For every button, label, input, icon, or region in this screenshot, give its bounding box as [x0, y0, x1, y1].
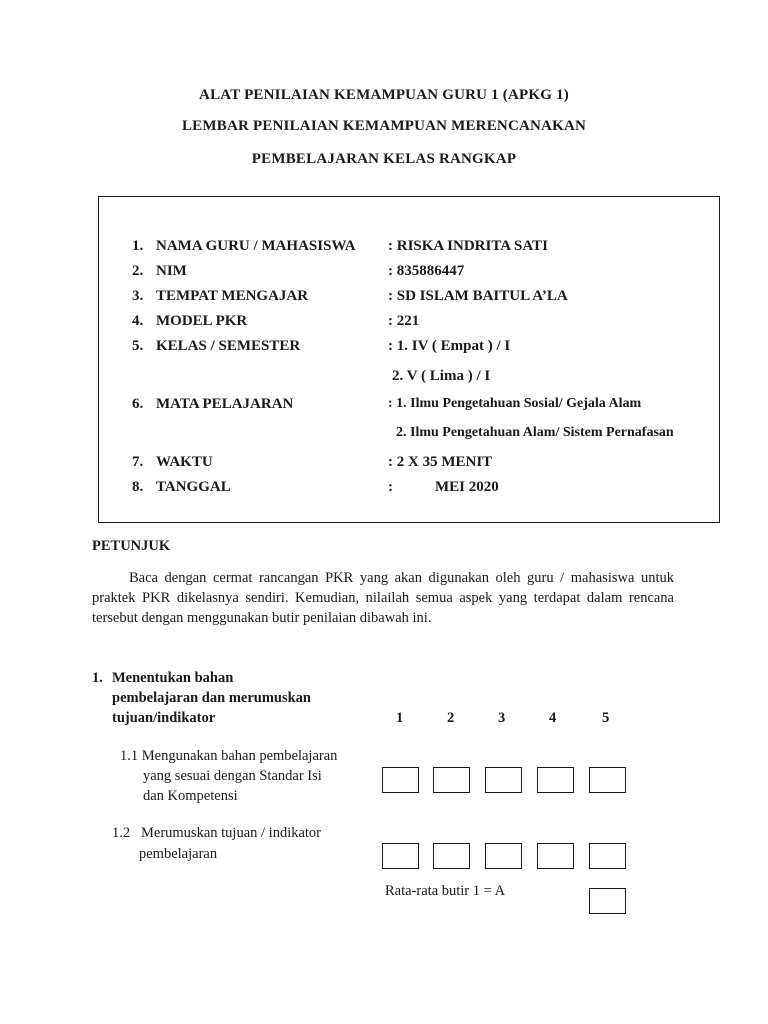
- item-text: 1.2 Merumuskan tujuan / indikator: [112, 825, 322, 841]
- score-box-1-2-5[interactable]: [589, 843, 626, 869]
- section-title-line: pembelajaran dan merumuskan: [112, 690, 311, 706]
- score-box-1-1-3[interactable]: [485, 767, 522, 793]
- info-num: 6.: [132, 396, 144, 412]
- info-value: : 221: [388, 313, 420, 329]
- item-text: pembelajaran: [139, 846, 218, 862]
- score-box-1-1-1[interactable]: [382, 767, 419, 793]
- info-value: MEI 2020: [435, 479, 499, 495]
- item-text: 1.1 Mengunakan bahan pembelajaran: [120, 748, 338, 764]
- info-value: : 1. Ilmu Pengetahuan Sosial/ Gejala Alam: [388, 396, 642, 411]
- score-box-1-2-3[interactable]: [485, 843, 522, 869]
- score-box-1-2-1[interactable]: [382, 843, 419, 869]
- info-num: 7.: [132, 454, 144, 470]
- item-text: dan Kompetensi: [143, 788, 238, 804]
- info-value: : RISKA INDRITA SATI: [388, 238, 548, 254]
- info-colon: :: [388, 479, 393, 495]
- scale-label: 5: [602, 710, 610, 726]
- info-num: 3.: [132, 288, 144, 304]
- petunjuk-paragraph: [92, 568, 674, 628]
- info-value: : 835886447: [388, 263, 465, 279]
- info-label: NIM: [156, 263, 187, 279]
- average-box[interactable]: [589, 888, 626, 914]
- score-box-1-2-4[interactable]: [537, 843, 574, 869]
- scale-label: 4: [549, 710, 557, 726]
- info-num: 8.: [132, 479, 144, 495]
- scale-label: 3: [498, 710, 506, 726]
- score-box-1-2-2[interactable]: [433, 843, 470, 869]
- score-box-1-1-2[interactable]: [433, 767, 470, 793]
- score-box-1-1-4[interactable]: [537, 767, 574, 793]
- petunjuk-text: Baca dengan cermat rancangan PKR yang akan digunakan oleh guru / mahasiswa untuk praktek PKR dikelasnya sendiri. Kemudian, nilailah semua aspek yang terdapat dalam rencana tersebut dengan menggunakan butir penilaian dibawah ini.: [92, 570, 674, 626]
- document-subtitle-2: PEMBELAJARAN KELAS RANGKAP: [251, 151, 517, 167]
- section-title-line: tujuan/indikator: [112, 710, 216, 726]
- info-label: MODEL PKR: [156, 313, 248, 329]
- item-text: yang sesuai dengan Standar Isi: [143, 768, 322, 784]
- info-value: 2. V ( Lima ) / I: [392, 368, 491, 384]
- document-title: ALAT PENILAIAN KEMAMPUAN GURU 1 (APKG 1): [199, 87, 569, 103]
- info-num: 5.: [132, 338, 144, 354]
- scale-label: 1: [396, 710, 404, 726]
- score-box-1-1-5[interactable]: [589, 767, 626, 793]
- info-num: 2.: [132, 263, 144, 279]
- info-num: 4.: [132, 313, 144, 329]
- info-label: TEMPAT MENGAJAR: [156, 288, 309, 304]
- scale-label: 2: [447, 710, 455, 726]
- info-value: : 1. IV ( Empat ) / I: [388, 338, 511, 354]
- section-title-line: Menentukan bahan: [112, 670, 234, 686]
- average-label: Rata-rata butir 1 = A: [385, 883, 506, 899]
- info-label: KELAS / SEMESTER: [156, 338, 301, 354]
- info-label: NAMA GURU / MAHASISWA: [156, 238, 356, 254]
- info-label: MATA PELAJARAN: [156, 396, 294, 412]
- section-number: 1.: [92, 670, 103, 686]
- petunjuk-heading: PETUNJUK: [92, 538, 171, 554]
- info-value: : 2 X 35 MENIT: [388, 454, 493, 470]
- info-label: WAKTU: [156, 454, 213, 470]
- info-value: 2. Ilmu Pengetahuan Alam/ Sistem Pernafasan: [396, 425, 674, 440]
- info-num: 1.: [132, 238, 144, 254]
- info-value: : SD ISLAM BAITUL A’LA: [388, 288, 568, 304]
- info-label: TANGGAL: [156, 479, 231, 495]
- document-subtitle: LEMBAR PENILAIAN KEMAMPUAN MERENCANAKAN: [181, 118, 587, 134]
